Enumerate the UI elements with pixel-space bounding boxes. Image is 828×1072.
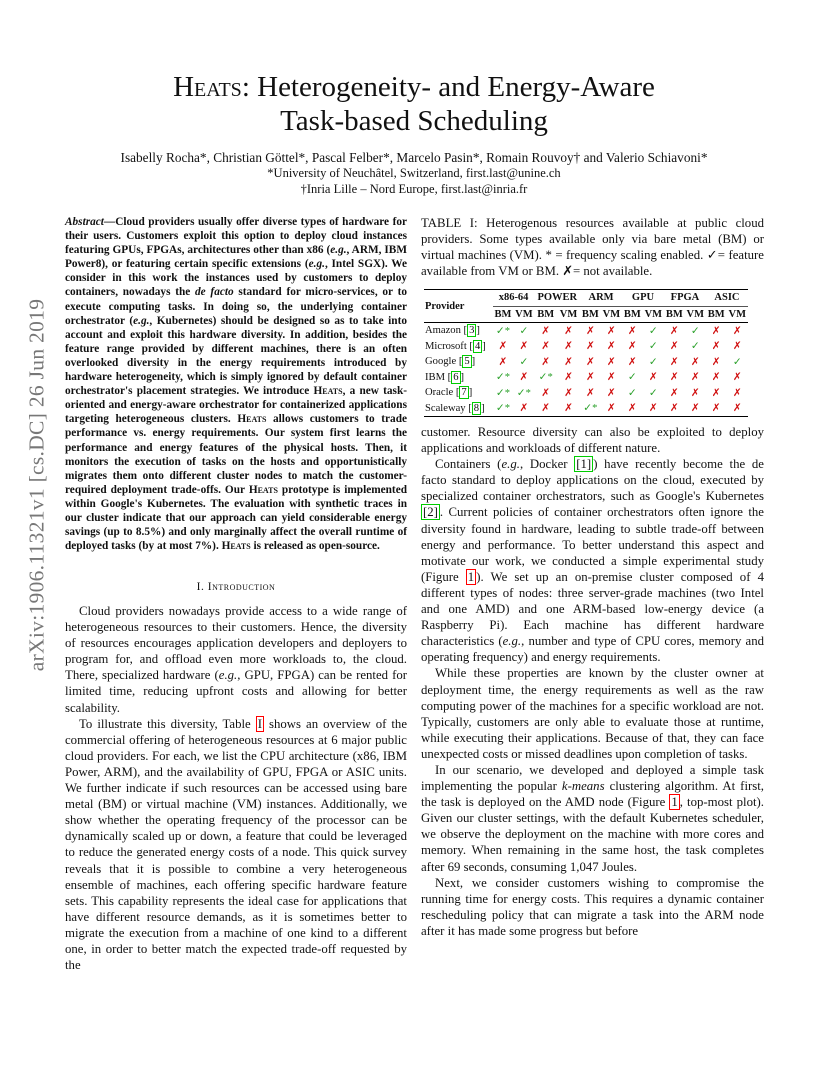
availability-cell: ✗ bbox=[585, 387, 595, 399]
availability-cell: ✗ bbox=[606, 403, 616, 415]
subheader-cell: BM bbox=[707, 308, 725, 320]
paragraph-text: ) have recently become the de facto standard to deploy applications on the cloud, executed by specialized container orchestrators, such as Google's Kubernetes bbox=[421, 457, 764, 504]
availability-cell: ✓ bbox=[648, 387, 658, 399]
right-column-body bbox=[421, 424, 764, 939]
availability-cell: ✗ bbox=[564, 387, 573, 399]
abstract-text: prototype is implemented within Google's Kubernetes. The evaluation with synthetic traces in our cluster indicate that our approach can yield considerable energy savings (up to 8.5%) and only marginally affect the overall runtime of deployed tasks (by at most 7%). bbox=[65, 483, 407, 553]
table-row bbox=[424, 354, 748, 370]
availability-cell: ✗ bbox=[669, 341, 679, 353]
abstract-text: , a new task-oriented and energy-aware orchestrator for containerized applications targeting heterogeneous clusters. bbox=[65, 385, 407, 426]
kmeans-term: k-means bbox=[561, 779, 605, 794]
subheader-cell: VM bbox=[515, 308, 533, 320]
provider-cell: Amazon [ 3 ] bbox=[425, 325, 480, 337]
availability-cell: ✗ bbox=[732, 403, 742, 415]
abstract-eg: e.g. bbox=[330, 244, 347, 257]
availability-cell: ✗ bbox=[585, 325, 595, 337]
availability-cell: ✓* bbox=[495, 372, 511, 384]
paragraph bbox=[421, 762, 764, 875]
availability-cell: ✗ bbox=[585, 356, 595, 368]
eg-text: e.g. bbox=[501, 457, 520, 472]
availability-cell: ✓ bbox=[690, 341, 700, 353]
availability-cell: ✗ bbox=[541, 325, 551, 337]
system-name: Heats bbox=[248, 483, 278, 496]
abstract-eg: e.g. bbox=[308, 258, 325, 271]
arxiv-identifier: arXiv:1906.11321v1 [cs.DC] 26 Jun 2019 bbox=[24, 298, 49, 672]
availability-cell: ✓* bbox=[495, 403, 511, 415]
group-header: ASIC bbox=[706, 290, 748, 307]
abstract bbox=[65, 215, 407, 553]
availability-cell: ✗ bbox=[564, 325, 573, 337]
group-header: FPGA bbox=[664, 290, 706, 307]
abstract-text: , ARM, IBM Power8), or featuring certain specific extensions ( bbox=[65, 244, 407, 271]
table-row bbox=[424, 323, 748, 339]
section-heading-introduction: I. Introduction bbox=[196, 581, 276, 593]
paragraph: customer. Resource diversity can also be exploited to deploy applications and workloads of different nature. bbox=[421, 425, 764, 456]
group-header: POWER bbox=[535, 290, 581, 307]
availability-cell: ✗ bbox=[711, 341, 721, 353]
availability-cell: ✗ bbox=[498, 341, 508, 353]
provider-name: Google bbox=[425, 356, 457, 368]
arxiv-sidebar bbox=[22, 290, 52, 680]
availability-cell: ✗ bbox=[564, 372, 573, 384]
availability-cell: ✗ bbox=[669, 403, 679, 415]
provider-name: IBM bbox=[425, 371, 446, 383]
availability-cell: ✗ bbox=[711, 372, 721, 384]
paragraph-text: ). We set up an on-premise cluster composed of 4 different types of nodes: three server-grade machines (two Intel and one AMD) and one ARM-based low-energy device (a Raspberry Pi). Each machine has different hardware characteristics ( bbox=[421, 569, 764, 649]
abstract-text: is released as open-source. bbox=[250, 540, 380, 553]
availability-cell: ✗ bbox=[711, 356, 721, 368]
provider-cell: Scaleway [ 8 ] bbox=[425, 402, 485, 414]
abstract-text: , Kubernetes) should be designed so as to take into account and exploit this hardware diversity. In addition, besides the feature range provided by different machines, there is an often overlooked diversity in the energy requirements introduced by hardware heterogeneity, which is simply ignored by default container orchestrator's placement strategies. We introduce bbox=[65, 314, 407, 398]
group-header: GPU bbox=[622, 290, 664, 307]
availability-cell: ✗ bbox=[711, 387, 721, 399]
citation-link[interactable]: [2] bbox=[423, 505, 438, 520]
availability-cell: ✓ bbox=[690, 325, 700, 337]
affiliation-unine: *University of Neuchâtel, Switzerland, first.last@unine.ch bbox=[267, 166, 561, 180]
figure-reference-link[interactable]: 1 bbox=[671, 795, 678, 810]
availability-cell: ✓* bbox=[583, 403, 598, 415]
availability-cell: ✗ bbox=[690, 387, 700, 399]
availability-cell: ✗ bbox=[606, 372, 616, 384]
citation-link[interactable]: [1] bbox=[576, 457, 592, 472]
provider-name: Oracle bbox=[425, 387, 454, 399]
availability-cell: ✗ bbox=[627, 403, 637, 415]
citation-link[interactable]: 5 bbox=[464, 356, 470, 368]
provider-name: Scaleway bbox=[425, 402, 466, 414]
availability-cell: ✗ bbox=[627, 356, 637, 368]
subheader-cell: VM bbox=[728, 308, 747, 320]
availability-cell: ✗ bbox=[564, 341, 573, 353]
provider-name: Amazon bbox=[425, 325, 461, 337]
subheader-cell: VM bbox=[602, 308, 621, 320]
availability-cell: ✓* bbox=[495, 325, 511, 337]
availability-cell: ✗ bbox=[519, 341, 529, 353]
provider-name: Microsoft bbox=[425, 340, 467, 352]
availability-cell: ✗ bbox=[498, 356, 508, 368]
availability-cell: ✓ bbox=[627, 387, 637, 399]
availability-cell: ✗ bbox=[690, 372, 700, 384]
availability-cell: ✗ bbox=[690, 356, 700, 368]
availability-cell: ✗ bbox=[711, 403, 721, 415]
subheader-cell: BM bbox=[581, 308, 599, 320]
availability-cell: ✗ bbox=[732, 372, 742, 384]
availability-cell: ✗ bbox=[669, 356, 679, 368]
abstract-label: Abstract bbox=[65, 216, 104, 228]
paragraph bbox=[421, 456, 764, 665]
eg-text: e.g. bbox=[502, 634, 522, 649]
citation-link[interactable]: 3 bbox=[469, 325, 475, 337]
group-header: ARM bbox=[580, 290, 622, 307]
availability-cell: ✓ bbox=[648, 341, 658, 353]
title-line-1-rest: : Heterogeneity- and Energy-Aware bbox=[241, 71, 655, 103]
availability-cell: ✗ bbox=[541, 356, 551, 368]
provider-cell: Google [ 5 ] bbox=[425, 356, 476, 368]
availability-cell: ✗ bbox=[690, 403, 700, 415]
paragraph-text: Containers ( bbox=[435, 457, 502, 472]
provider-cell: IBM [ 6 ] bbox=[425, 371, 465, 383]
availability-cell: ✗ bbox=[732, 387, 742, 399]
availability-cell: ✓ bbox=[519, 325, 529, 337]
availability-cell: ✓ bbox=[732, 356, 742, 368]
availability-cell: ✓* bbox=[495, 387, 511, 399]
paragraph bbox=[65, 716, 407, 974]
availability-cell: ✗ bbox=[732, 341, 742, 353]
subheader-cell: BM bbox=[537, 308, 555, 320]
availability-cell: ✗ bbox=[564, 403, 573, 415]
table-row bbox=[424, 385, 748, 401]
affiliation-inria: †Inria Lille – Nord Europe, first.last@inria.fr bbox=[300, 182, 528, 196]
table-caption: TABLE I: Heterogenous resources available at public cloud providers. Some types available only via bare metal (BM) or virtual machines (VM). * = frequency scaling enabled. ✓= feature available from VM or BM. ✗= not available. bbox=[421, 216, 764, 279]
availability-cell: ✗ bbox=[541, 403, 551, 415]
availability-cell: ✓ bbox=[648, 325, 658, 337]
availability-cell: ✗ bbox=[585, 341, 595, 353]
table-row bbox=[424, 401, 748, 417]
table-reference-link[interactable]: I bbox=[257, 716, 263, 731]
availability-cell: ✗ bbox=[585, 372, 595, 384]
group-header: x86-64 bbox=[493, 290, 535, 307]
availability-cell: ✓* bbox=[516, 387, 531, 399]
title-line-2: Task-based Scheduling bbox=[280, 105, 548, 137]
abstract-defacto: de facto bbox=[195, 286, 234, 299]
table-row bbox=[424, 370, 748, 386]
availability-cell: ✓ bbox=[627, 372, 637, 384]
availability-cell: ✗ bbox=[541, 387, 551, 399]
paragraph-text: clustering algorithm. At first, the task is deployed on the AMD node (Figure bbox=[421, 779, 764, 810]
paragraph-text: To illustrate this diversity, Table bbox=[79, 716, 256, 731]
citation-link[interactable]: 7 bbox=[461, 387, 467, 399]
paragraph-text: , number and type of CPU cores, memory and operating frequency) and energy requirements. bbox=[421, 634, 764, 665]
provider-cell: Oracle [ 7 ] bbox=[425, 387, 473, 399]
system-name: Heats bbox=[237, 413, 267, 426]
table-row bbox=[424, 339, 748, 355]
abstract-text: standard for micro-services, or to execute computing tasks. In doing so, the underlying container orchestrator ( bbox=[65, 286, 408, 327]
paper-title bbox=[0, 70, 828, 138]
availability-cell: ✗ bbox=[669, 372, 679, 384]
provider-header: Provider bbox=[425, 300, 465, 312]
subheader-cell: BM bbox=[623, 308, 641, 320]
provider-cell: Microsoft [ 4 ] bbox=[425, 340, 486, 352]
availability-cell: ✗ bbox=[627, 341, 637, 353]
paragraph-text: , Docker bbox=[519, 457, 575, 472]
availability-cell: ✓ bbox=[648, 356, 658, 368]
availability-cell: ✗ bbox=[541, 341, 551, 353]
paragraph: Next, we consider customers wishing to compromise the running time for energy costs. This requires a dynamic container rescheduling policy that can migrate a task into the ARM node after it has made some progress but before bbox=[421, 875, 764, 938]
table-group-header-row bbox=[424, 290, 748, 307]
introduction-body bbox=[65, 603, 407, 973]
title-line-1 bbox=[0, 70, 828, 104]
availability-cell: ✗ bbox=[669, 325, 679, 337]
system-name: Heats bbox=[173, 71, 242, 103]
paragraph: While these properties are known by the cluster owner at deployment time, the energy requirements as well as the raw computing power of the machines for a specific workload are not. Typically, customers are only able to evaluate those at runtime, while executing their applications. Because of that, they can face unexpected costs or missed deadlines upon completion of tasks. bbox=[421, 666, 764, 761]
availability-cell: ✗ bbox=[606, 325, 616, 337]
paragraph-text: In our scenario, we developed and deployed a simple task implementing the popular bbox=[421, 762, 764, 794]
subheader-cell: VM bbox=[686, 308, 705, 320]
availability-cell: ✗ bbox=[711, 325, 721, 337]
availability-cell: ✓* bbox=[538, 372, 553, 384]
citation-link[interactable]: 8 bbox=[473, 402, 480, 414]
availability-cell: ✗ bbox=[627, 325, 637, 337]
abstract-eg: e.g. bbox=[133, 314, 150, 327]
system-name: Heats bbox=[221, 540, 251, 553]
paragraph-text: shows an overview of the commercial offering of heterogeneous resources at 6 major public cloud providers. For each, we list the CPU architecture (x86, IBM Power, ARM), and the availability of GPU, FPGA or ASIC units. We further indicate if such resources can be accessed using bare metal (BM) or virtual machine (VM) instances. Additionally, we show whether the operating frequency of the processor can be dynamically scaled up or down, a feature that could be leveraged to reduce the generated energy costs of a node. This quick survey reveals that it is possible to combine a very heterogeneous ensemble of machines, each offering specific hardware feature sets. This capability represents the ideal case for applications that have different resource demands, as it is sometimes better to migrate the execution from a machine of one kind to a different one, in order to better match the expected trade-off requested by the bbox=[65, 716, 407, 973]
availability-cell: ✗ bbox=[732, 325, 742, 337]
paragraph-text: Cloud providers nowadays provide access to a wide range of heterogeneous resources to their customers. Hence, the diversity of resources encourages application developers and deployers to program for, and offload even more workloads to, the cloud. There, specialized hardware ( bbox=[65, 604, 407, 683]
paragraph-text: , GPU, FPGA) can be rented for limited time, reducing upfront costs and allowing for better scalability. bbox=[65, 668, 407, 715]
subheader-cell: BM bbox=[665, 308, 683, 320]
abstract-text: , Intel SGX). We consider in this work the instances used by customers to deploy containers, nowadays the bbox=[65, 258, 407, 299]
availability-cell: ✗ bbox=[606, 341, 616, 353]
author-list: Isabelly Rocha*, Christian Göttel*, Pascal Felber*, Marcelo Pasin*, Romain Rouvoy† and Valerio Schiavoni* bbox=[120, 150, 708, 165]
availability-cell: ✗ bbox=[519, 403, 529, 415]
availability-cell: ✗ bbox=[564, 356, 573, 368]
availability-cell: ✗ bbox=[606, 356, 616, 368]
subheader-cell: VM bbox=[644, 308, 663, 320]
availability-cell: ✗ bbox=[648, 372, 658, 384]
availability-cell: ✗ bbox=[669, 387, 679, 399]
subheader-cell: BM bbox=[494, 308, 512, 320]
availability-cell: ✓ bbox=[519, 356, 529, 368]
availability-cell: ✗ bbox=[519, 372, 529, 384]
paragraph bbox=[65, 603, 407, 716]
availability-cell: ✗ bbox=[648, 403, 658, 415]
provider-resource-table bbox=[424, 289, 748, 417]
availability-cell: ✗ bbox=[606, 387, 616, 399]
citation-link[interactable]: 6 bbox=[453, 371, 459, 383]
subheader-cell: VM bbox=[559, 308, 578, 320]
eg-text: e.g. bbox=[218, 668, 238, 683]
paragraph-text: , top-most plot). Given our cluster settings, with the default Kubernetes scheduler, we observe the deployment on the machine with more cores and memory. When remaining in the same host, the task completes after 69 seconds, consuming 1,047 Joules. bbox=[421, 795, 764, 874]
citation-link[interactable]: 4 bbox=[474, 340, 481, 352]
system-name: Heats bbox=[313, 385, 343, 398]
abstract-text: —Cloud providers usually offer diverse types of hardware for their users. Customers exploit this option to deploy cloud instances featuring GPUs, FPGAs, architectures other than x86 ( bbox=[65, 216, 407, 257]
abstract-text: allows customers to trade performance vs. energy requirements. Our system first learns the performance and energy features of the physical hosts. Then, it monitors the execution of tasks on the hosts and opportunistically migrates them onto different cluster nodes to match the customer-required deployment trade-offs. Our bbox=[65, 413, 407, 496]
paragraph-text: . Current policies of container orchestrators often ignore the diversity found in hardware, leading to subtle trade-off between energy and performance. To better understand this aspect and motivate our work, we conducted a simple experimental study (Figure bbox=[421, 505, 764, 584]
figure-reference-link[interactable]: 1 bbox=[467, 569, 475, 584]
